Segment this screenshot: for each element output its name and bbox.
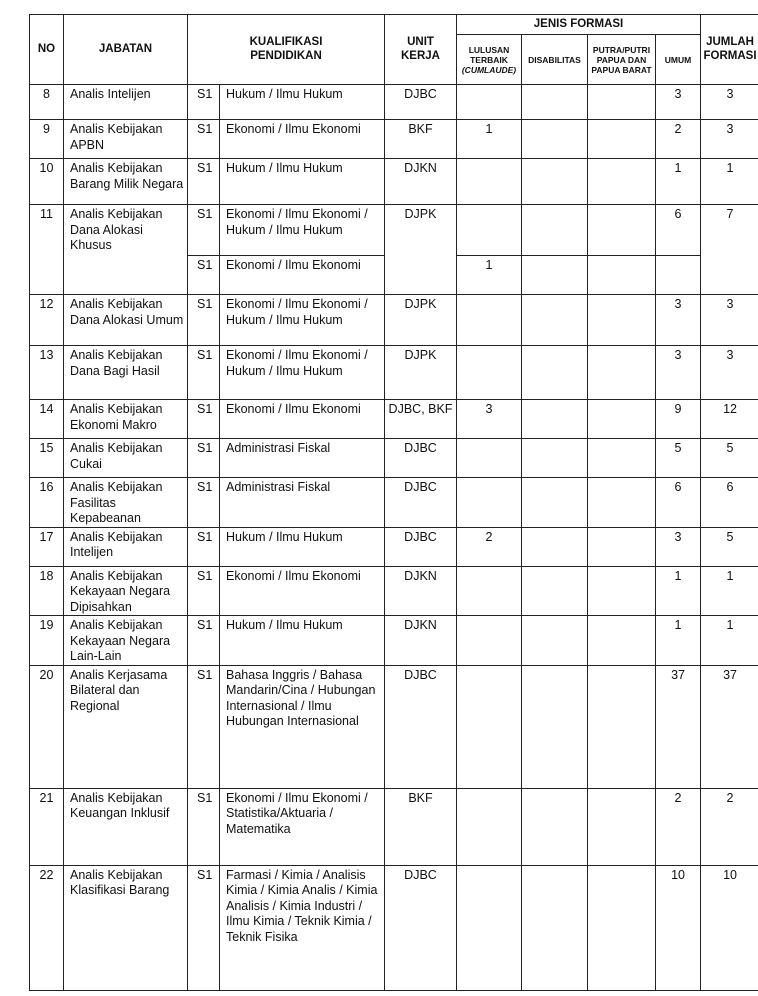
row-jabatan: Analis Kebijakan APBN <box>64 120 188 159</box>
row-lulusan-terbaik <box>457 865 522 990</box>
row-umum: 1 <box>656 616 701 666</box>
row-jumlah: 3 <box>701 295 758 346</box>
row-lulusan-terbaik: 1 <box>457 120 522 159</box>
row-no: 13 <box>30 346 64 400</box>
row-papua <box>588 865 656 990</box>
row-jumlah: 3 <box>701 120 758 159</box>
row-lulusan-terbaik <box>457 788 522 865</box>
row-jabatan: Analis Intelijen <box>64 85 188 120</box>
row-no: 14 <box>30 400 64 439</box>
row-umum: 1 <box>656 159 701 205</box>
row-kualifikasi: Ekonomi / Ilmu Ekonomi / Hukum / Ilmu Hukum <box>220 295 385 346</box>
row-umum: 6 <box>656 205 701 256</box>
table-row <box>30 439 758 478</box>
row-umum: 37 <box>656 665 701 788</box>
row-disabilitas <box>522 159 588 205</box>
row-lulusan-terbaik <box>457 478 522 528</box>
row-kualifikasi: Ekonomi / Ilmu Ekonomi <box>220 120 385 159</box>
header-umum: UMUM <box>656 35 701 85</box>
row-disabilitas <box>522 85 588 120</box>
table-row <box>30 478 758 528</box>
row-umum: 9 <box>656 400 701 439</box>
row-no: 21 <box>30 788 64 865</box>
header-jabatan: JABATAN <box>64 15 188 85</box>
row-jabatan: Analis Kebijakan Cukai <box>64 439 188 478</box>
row-strata: S1 <box>188 616 220 666</box>
row-unit: DJKN <box>385 159 457 205</box>
row-lulusan-terbaik <box>457 159 522 205</box>
row-no: 12 <box>30 295 64 346</box>
row-strata: S1 <box>188 788 220 865</box>
row-disabilitas <box>522 665 588 788</box>
row-kualifikasi: Hukum / Ilmu Hukum <box>220 527 385 566</box>
row-umum: 3 <box>656 295 701 346</box>
row-unit: DJBC, BKF <box>385 400 457 439</box>
row-papua <box>588 256 656 295</box>
row-unit: DJKN <box>385 616 457 666</box>
row-disabilitas <box>522 295 588 346</box>
header-disabilitas: DISABILITAS <box>522 35 588 85</box>
row-lulusan-terbaik: 1 <box>457 256 522 295</box>
header-unit-text: UNIT KERJA <box>401 36 440 62</box>
formasi-table <box>29 14 758 991</box>
row-unit: DJBC <box>385 865 457 990</box>
row-jabatan: Analis Kebijakan Ekonomi Makro <box>64 400 188 439</box>
row-jumlah: 12 <box>701 400 758 439</box>
row-disabilitas <box>522 478 588 528</box>
row-jumlah: 5 <box>701 527 758 566</box>
table-row <box>30 400 758 439</box>
header-jumlah: JUMLAH FORMASI <box>701 15 758 85</box>
row-jabatan: Analis Kebijakan Dana Alokasi Umum <box>64 295 188 346</box>
row-unit: DJPK <box>385 205 457 295</box>
row-jabatan: Analis Kebijakan Intelijen <box>64 527 188 566</box>
row-disabilitas <box>522 788 588 865</box>
row-lulusan-terbaik: 3 <box>457 400 522 439</box>
row-papua <box>588 346 656 400</box>
row-papua <box>588 120 656 159</box>
row-umum: 3 <box>656 527 701 566</box>
row-strata: S1 <box>188 439 220 478</box>
row-papua <box>588 566 656 616</box>
row-jabatan: Analis Kebijakan Keuangan Inklusif <box>64 788 188 865</box>
header-jenis-formasi: JENIS FORMASI <box>457 15 701 35</box>
row-papua <box>588 665 656 788</box>
row-lulusan-terbaik <box>457 665 522 788</box>
row-kualifikasi: Ekonomi / Ilmu Ekonomi / Hukum / Ilmu Hukum <box>220 205 385 256</box>
row-lulusan-terbaik <box>457 85 522 120</box>
row-no: 18 <box>30 566 64 616</box>
row-jumlah: 37 <box>701 665 758 788</box>
row-kualifikasi: Ekonomi / Ilmu Ekonomi / Hukum / Ilmu Hukum <box>220 346 385 400</box>
row-papua <box>588 295 656 346</box>
row-papua <box>588 159 656 205</box>
table-row <box>30 665 758 788</box>
row-strata: S1 <box>188 865 220 990</box>
row-jabatan: Analis Kerjasama Bilateral dan Regional <box>64 665 188 788</box>
row-jabatan: Analis Kebijakan Klasifikasi Barang <box>64 865 188 990</box>
row-no: 10 <box>30 159 64 205</box>
row-strata: S1 <box>188 346 220 400</box>
row-umum: 6 <box>656 478 701 528</box>
table-row <box>30 346 758 400</box>
row-papua <box>588 616 656 666</box>
row-kualifikasi: Farmasi / Kimia / Analisis Kimia / Kimia Analis / Kimia Analisis / Kimia Industri / Ilmu Kimia / Teknik Kimia / Teknik Fisika <box>220 865 385 990</box>
row-jabatan: Analis Kebijakan Dana Bagi Hasil <box>64 346 188 400</box>
row-lulusan-terbaik <box>457 616 522 666</box>
row-disabilitas <box>522 566 588 616</box>
header-no: NO <box>30 15 64 85</box>
table-row <box>30 865 758 990</box>
row-jumlah: 10 <box>701 865 758 990</box>
row-unit: DJPK <box>385 295 457 346</box>
table-row <box>30 120 758 159</box>
row-jumlah: 2 <box>701 788 758 865</box>
row-umum: 2 <box>656 120 701 159</box>
row-papua <box>588 478 656 528</box>
row-strata: S1 <box>188 478 220 528</box>
row-umum <box>656 256 701 295</box>
row-no: 15 <box>30 439 64 478</box>
row-kualifikasi: Hukum / Ilmu Hukum <box>220 85 385 120</box>
row-kualifikasi: Ekonomi / Ilmu Ekonomi <box>220 566 385 616</box>
row-unit: DJKN <box>385 566 457 616</box>
header-lulusan-terbaik-text: LULUSAN TERBAIK <box>468 44 510 65</box>
row-jabatan: Analis Kebijakan Kekayaan Negara Lain-Lain <box>64 616 188 666</box>
row-strata: S1 <box>188 85 220 120</box>
table-row <box>30 616 758 666</box>
row-umum: 3 <box>656 85 701 120</box>
table-row <box>30 527 758 566</box>
row-strata: S1 <box>188 256 220 295</box>
row-papua <box>588 788 656 865</box>
row-jumlah: 1 <box>701 566 758 616</box>
header-kualifikasi <box>188 15 385 85</box>
row-disabilitas <box>522 256 588 295</box>
row-no: 17 <box>30 527 64 566</box>
header-papua-text: PUTRA/PUTRI PAPUA DAN PAPUA BARAT <box>591 44 652 75</box>
row-umum: 5 <box>656 439 701 478</box>
row-lulusan-terbaik <box>457 439 522 478</box>
row-papua <box>588 527 656 566</box>
row-no: 16 <box>30 478 64 528</box>
row-jumlah: 3 <box>701 85 758 120</box>
row-disabilitas <box>522 527 588 566</box>
row-lulusan-terbaik <box>457 205 522 256</box>
row-jumlah: 5 <box>701 439 758 478</box>
row-papua <box>588 400 656 439</box>
table-row <box>30 788 758 865</box>
row-jabatan: Analis Kebijakan Barang Milik Negara <box>64 159 188 205</box>
row-jumlah: 3 <box>701 346 758 400</box>
row-kualifikasi: Hukum / Ilmu Hukum <box>220 616 385 666</box>
table-row <box>30 85 758 120</box>
row-kualifikasi: Administrasi Fiskal <box>220 439 385 478</box>
row-strata: S1 <box>188 159 220 205</box>
row-strata: S1 <box>188 205 220 256</box>
row-kualifikasi: Bahasa Inggris / Bahasa Mandarin/Cina / Hubungan Internasional / Ilmu Hubungan Internasional <box>220 665 385 788</box>
row-jabatan: Analis Kebijakan Fasilitas Kepabeanan <box>64 478 188 528</box>
row-lulusan-terbaik <box>457 566 522 616</box>
header-papua <box>588 35 656 85</box>
row-no: 8 <box>30 85 64 120</box>
row-unit: DJBC <box>385 665 457 788</box>
row-no: 20 <box>30 665 64 788</box>
row-papua <box>588 205 656 256</box>
row-unit: BKF <box>385 120 457 159</box>
header-unit <box>385 15 457 85</box>
table-row <box>30 159 758 205</box>
row-kualifikasi: Ekonomi / Ilmu Ekonomi / Statistika/Aktuaria / Matematika <box>220 788 385 865</box>
row-disabilitas <box>522 346 588 400</box>
row-jabatan: Analis Kebijakan Dana Alokasi Khusus <box>64 205 188 295</box>
row-strata: S1 <box>188 665 220 788</box>
row-kualifikasi: Ekonomi / Ilmu Ekonomi <box>220 400 385 439</box>
row-strata: S1 <box>188 120 220 159</box>
row-disabilitas <box>522 439 588 478</box>
row-unit: DJBC <box>385 527 457 566</box>
row-disabilitas <box>522 865 588 990</box>
table-body <box>30 85 758 991</box>
row-no: 9 <box>30 120 64 159</box>
row-unit: DJBC <box>385 439 457 478</box>
row-papua <box>588 85 656 120</box>
row-umum: 1 <box>656 566 701 616</box>
row-strata: S1 <box>188 295 220 346</box>
row-kualifikasi: Hukum / Ilmu Hukum <box>220 159 385 205</box>
row-unit: DJBC <box>385 478 457 528</box>
header-cumlaude: (CUMLAUDE) <box>461 64 517 75</box>
row-kualifikasi: Ekonomi / Ilmu Ekonomi <box>220 256 385 295</box>
row-no: 19 <box>30 616 64 666</box>
row-jumlah: 1 <box>701 159 758 205</box>
row-lulusan-terbaik: 2 <box>457 527 522 566</box>
row-lulusan-terbaik <box>457 346 522 400</box>
table-row <box>30 295 758 346</box>
row-disabilitas <box>522 205 588 256</box>
row-jumlah: 7 <box>701 205 758 295</box>
row-umum: 3 <box>656 346 701 400</box>
row-strata: S1 <box>188 527 220 566</box>
row-no: 22 <box>30 865 64 990</box>
row-strata: S1 <box>188 400 220 439</box>
row-disabilitas <box>522 400 588 439</box>
row-disabilitas <box>522 616 588 666</box>
row-jabatan: Analis Kebijakan Kekayaan Negara Dipisahkan <box>64 566 188 616</box>
row-unit: DJPK <box>385 346 457 400</box>
row-lulusan-terbaik <box>457 295 522 346</box>
row-jumlah: 6 <box>701 478 758 528</box>
row-papua <box>588 439 656 478</box>
row-strata: S1 <box>188 566 220 616</box>
row-unit: DJBC <box>385 85 457 120</box>
row-unit: BKF <box>385 788 457 865</box>
row-umum: 10 <box>656 865 701 990</box>
row-kualifikasi: Administrasi Fiskal <box>220 478 385 528</box>
row-no: 11 <box>30 205 64 295</box>
header-lulusan-terbaik <box>457 35 522 85</box>
row-umum: 2 <box>656 788 701 865</box>
row-disabilitas <box>522 120 588 159</box>
table-row <box>30 566 758 616</box>
header-kualifikasi-text: KUALIFIKASI PENDIDIKAN <box>249 36 323 62</box>
table-row <box>30 205 758 256</box>
row-jumlah: 1 <box>701 616 758 666</box>
